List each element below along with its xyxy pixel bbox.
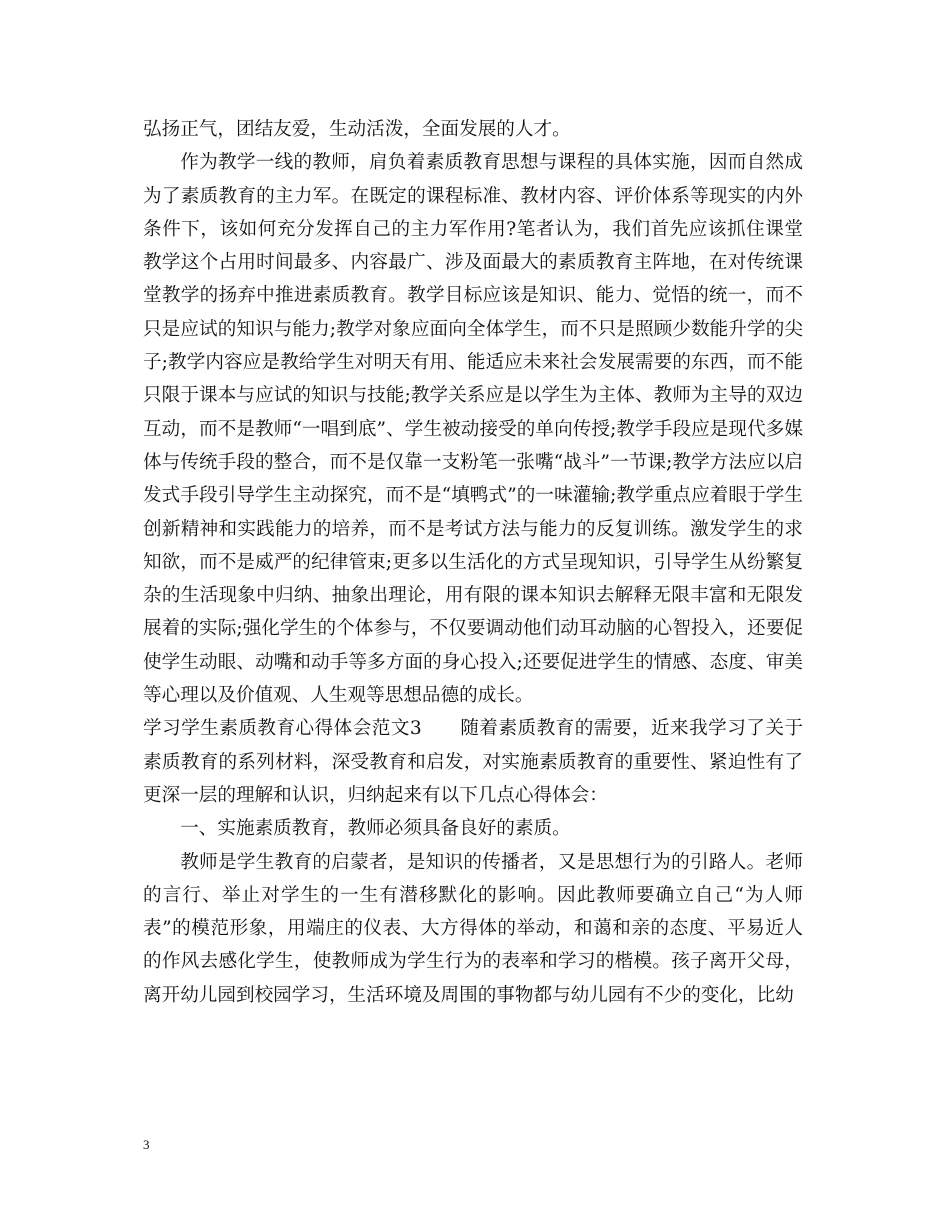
document-body (143, 113, 803, 1012)
page-number: 3 (143, 1137, 150, 1152)
paragraph-1: 弘扬正气，团结友爱，生动活泼，全面发展的人才。 (143, 119, 571, 140)
paragraph-2: 作为教学一线的教师，肩负着素质教育思想与课程的具体实施，因而自然成为了素质教育的主力军。在既定的课程标准、教材内容、评价体系等现实的内外条件下，该如何充分发挥自己的主力军作用?笔者认为，我们首先应该抓住课堂教学这个占用时间最多、内容最广、涉及面最大的素质教育主阵地，在对传统课堂教学的扬弃中推进素质教育。教学目标应该是知识、能力、觉悟的统一，而不只是应试的知识与能力;教学对象应面向全体学生，而不只是照顾少数能升学的尖子;教学内容应是教给学生对明天有用、能适应未来社会发展需要的东西，而不能只限于课本与应试的知识与技能;教学关系应是以学生为主体、教师为主导的双边互动，而不是教师“一唱到底”、学生被动接受的单向传授;教学手段应是现代多媒体与传统手段的整合，而不是仅靠一支粉笔一张嘴“战斗”一节课;教学方法应以启发式手段引导学生主动探究，而不是“填鸭式”的一味灌输;教学重点应着眼于学生创新精神和实践能力的培养，而不是考试方法与能力的反复训练。激发学生的求知欲，而不是威严的纪律管束;更多以生活化的方式呈现知识，引导学生从纷繁复杂的生活现象中归纳、抽象出理论，用有限的课本知识去解释无限丰富和无限发展着的实际;强化学生的个体参与，不仅要调动他们动耳动脑的心智投入，还要促使学生动眼、动嘴和动手等多方面的身心投入;还要促进学生的情感、态度、审美等心理以及价值观、人生观等思想品德的成长。 (143, 152, 803, 707)
paragraph-3: 学习学生素质教育心得体会范文3 随着素质教育的需要，近来我学习了关于素质教育的系列材料，深受教育和启发，对实施素质教育的重要性、紧迫性有了更深一层的理解和认识，归纳起来有以下几点心得体会： (143, 718, 803, 806)
paragraph-4: 一、实施素质教育，教师必须具备良好的素质。 (180, 818, 571, 840)
paragraph-5: 教师是学生教育的启蒙者，是知识的传播者，又是思想行为的引路人。老师的言行、举止对学生的一生有潜移默化的影响。因此教师要确立自己“为人师表”的模范形象，用端庄的仪表、大方得体的举动，和蔼和亲的态度、平易近人的作风去感化学生，使教师成为学生行为的表率和学习的楷模。孩子离开父母，离开幼儿园到校园学习，生活环境及周围的事物都与幼儿园有不少的变化，比幼 (143, 851, 803, 1006)
